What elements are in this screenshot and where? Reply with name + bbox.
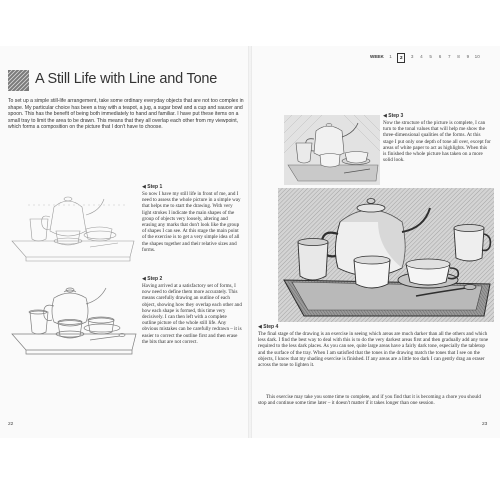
- chapter-title-block: [8, 70, 244, 92]
- left-page-number: 22: [8, 422, 14, 427]
- hatching-icon: [8, 70, 29, 91]
- step2-outline-sketch: [8, 276, 140, 356]
- step3-text: Now the structure of the picture is complete, I can turn to the tonal values that will help me show the three-dimensional qualities of the forms. At this stage I put only one depth of tone all over, except for areas of white paper to act as highlights. When this is finished the whole picture has taken on a more solid look.: [383, 120, 491, 164]
- week-6: 6: [438, 54, 442, 59]
- step2-text: Having arrived at a satisfactory set of forms, I now need to define them more accurately. This means carefully drawing an outline of each object, showing how they overlap each other and how each shape is formed, this time very decisively. I can then left with a complete outline picture of the whole still life. Any obvious mistakes can be carefully redrawn – it is easier to correct the outline first and then erase the bits that are not correct.: [142, 283, 242, 345]
- week-9: 9: [466, 54, 470, 59]
- week-4: 4: [420, 54, 423, 59]
- step4-label: ◀ Step 4: [258, 324, 279, 330]
- intro-paragraph: To set up a simple still-life arrangement, take some ordinary everyday objects that are not too complex in shape. My particular choice has been a tray with a teapot, a jug, a sugar bowl and a cup and saucer and spoon. This has the benefit of being both immediately to hand and familiar. I have put these items on a small tray to limit the area to be drawn. This means that they all overlap each other from my viewpoint, which forms a composition on the picture that I don't have to choose.: [8, 98, 244, 131]
- chapter-title: A Still Life with Line and Tone: [35, 71, 218, 87]
- step1-text: So now I have my still life in front of me, and I need to assess the whole picture in a simple way that helps me to start the drawing. With very light strokes I indicate the main shapes of the group of objects very loosely, altering and erasing any marks that don't look like the group of shapes I can see. At this stage the main point of the exercise is to get a very simple idea of all the shapes together and their relative sizes and forms.: [142, 191, 241, 253]
- week-8: 8: [457, 54, 460, 59]
- week-1: 1: [389, 54, 392, 59]
- page-gutter: [248, 46, 252, 438]
- right-page-number: 23: [482, 422, 488, 427]
- week-2-current: 2: [397, 53, 405, 63]
- week-label: WEEK: [370, 54, 384, 59]
- step4-finished-drawing: [278, 188, 494, 322]
- week-navigation: [370, 53, 495, 62]
- step2-label: ◀ Step 2: [142, 276, 163, 282]
- week-3: 3: [410, 54, 414, 59]
- step3-tonal-sketch: [284, 115, 380, 185]
- week-5: 5: [429, 54, 432, 59]
- step3-label: ◀ Step 3: [383, 113, 404, 119]
- week-7: 7: [448, 54, 451, 59]
- week-10: 10: [474, 54, 480, 59]
- step1-outline-sketch: [8, 185, 140, 263]
- step4-text: The final stage of the drawing is an exercise in seeing which areas are much darker than all the others and which less dark. I find the best way to deal with this is to do the very darkest areas first and then gradually add any tone required to the less dark places. As you can see, quite large areas have a fairly dark tone, especially the tabletop and the surface of the tray. When I am satisfied that the tones in the drawing match the tones that I see on the objects, I know that my shading exercise is finished. If any areas are a little too dark I can gently drag an eraser across the tone to lighten it.: [258, 331, 489, 369]
- step1-label: ◀ Step 1: [142, 184, 163, 190]
- step4-text-continued: This exercise may take you some time to complete, and if you find that it is becoming a chore you should stop and continue some time later – it doesn't matter if it takes longer than one session.: [258, 394, 481, 407]
